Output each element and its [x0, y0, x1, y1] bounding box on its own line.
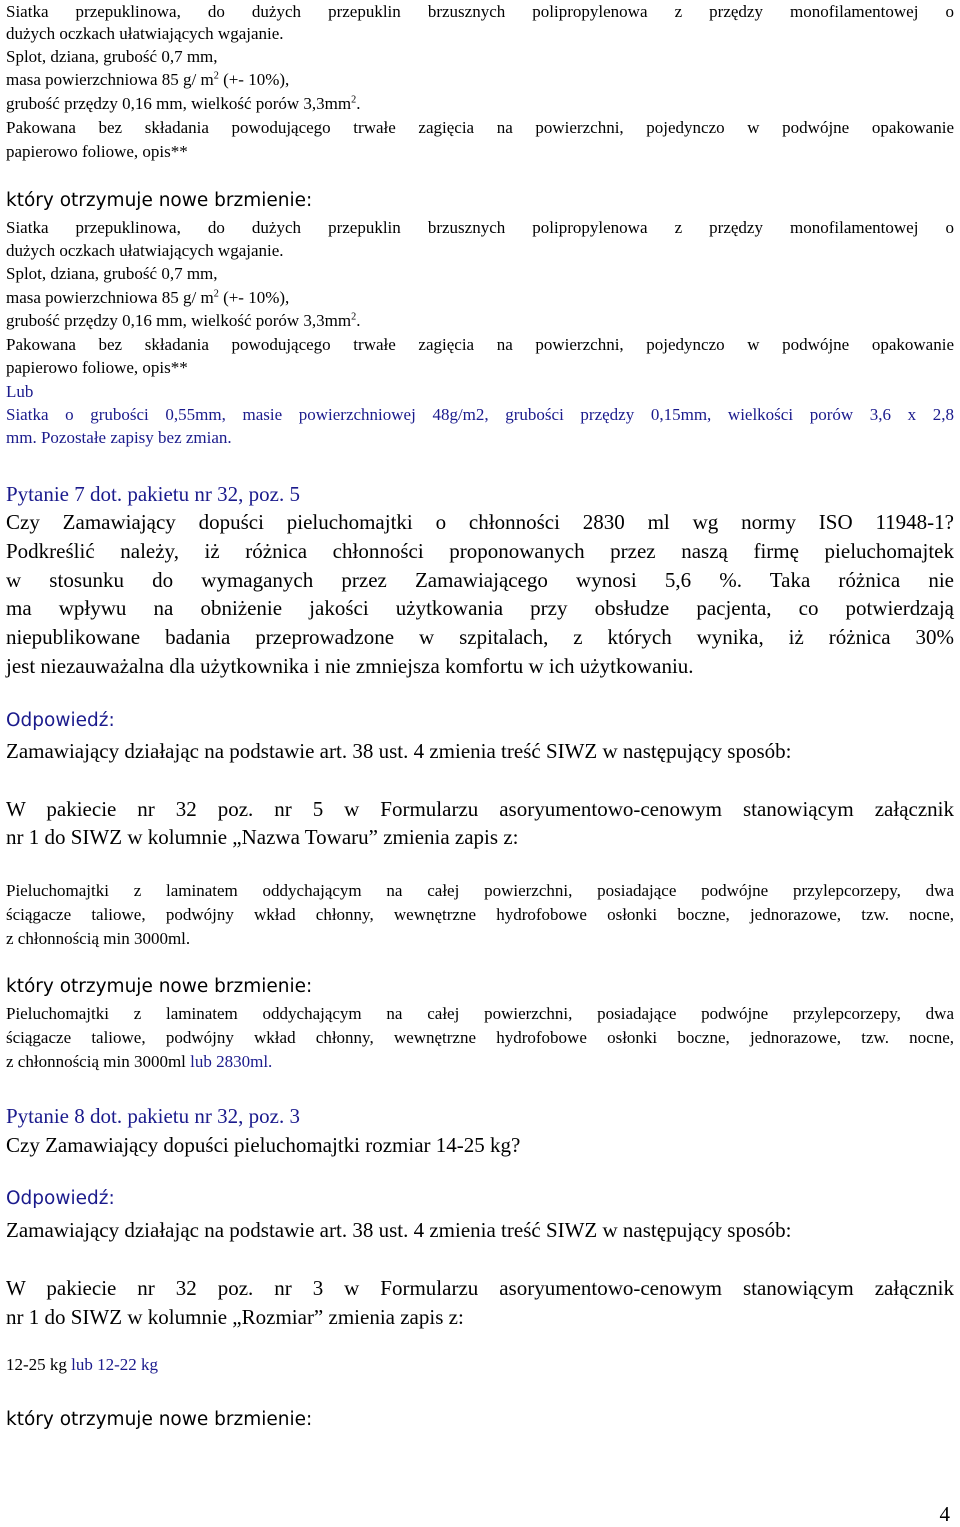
text-run: (+- 10%),: [218, 70, 290, 89]
text-run: grubość przędzy 0,16 mm, wielkość porów 3,3mm: [6, 311, 352, 330]
question-line: w stosunku do wymaganych przez Zamawiającego wynosi 5,6 %. Taka różnica nie: [6, 568, 954, 592]
spec-line: [6, 288, 289, 308]
alternative-label: Lub: [6, 382, 34, 401]
answer-intro: Zamawiający działając na podstawie art. 38 ust. 4 zmienia treść SIWZ w następujący sposób:: [6, 739, 792, 763]
change-line: nr 1 do SIWZ w kolumnie „Nazwa Towaru” zmienia zapis z:: [6, 825, 519, 849]
superscript: 2: [213, 288, 219, 300]
old-wording-line: ściągacze taliowe, podwójny wkład chłonny, wewnętrzne hydrofobowe osłonki boczne, jednorazowe, tzw. nocne,: [6, 905, 954, 924]
spec-line: Pakowana bez składania powodującego trwałe zagięcia na powierzchni, pojedynczo w podwójne opakowanie: [6, 118, 954, 137]
new-wording-line: Pieluchomajtki z laminatem oddychającym na całej powierzchni, posiadające podwójne przylepcorzepy, dwa: [6, 1004, 954, 1023]
question-line: Czy Zamawiający dopuści pieluchomajtki rozmiar 14-25 kg?: [6, 1133, 521, 1157]
new-wording-label: który otrzymuje nowe brzmienie:: [6, 190, 313, 211]
text-run-highlight: lub 12-22 kg: [71, 1355, 159, 1374]
old-wording-line: [6, 1355, 158, 1375]
question-heading: Pytanie 7 dot. pakietu nr 32, poz. 5: [6, 482, 300, 506]
text-run: z chłonnością min 3000ml: [6, 1052, 191, 1071]
spec-line: [6, 70, 289, 90]
superscript: 2: [213, 70, 219, 82]
alternative-line: Siatka o grubości 0,55mm, masie powierzchniowej 48g/m2, grubości przędzy 0,15mm, wielkości porów 3,6 x 2,8: [6, 405, 954, 424]
spec-line: Siatka przepuklinowa, do dużych przepuklin brzusznych polipropylenowa z przędzy monofilamentowej o: [6, 218, 954, 237]
text-run-highlight: lub 2830ml.: [190, 1052, 273, 1071]
new-wording-label: który otrzymuje nowe brzmienie:: [6, 976, 313, 997]
spec-line: Siatka przepuklinowa, do dużych przepuklin brzusznych polipropylenowa z przędzy monofilamentowej o: [6, 2, 954, 21]
text-run: masa powierzchniowa 85 g/ m: [6, 288, 214, 307]
new-wording-label: który otrzymuje nowe brzmienie:: [6, 1409, 313, 1430]
text-run: grubość przędzy 0,16 mm, wielkość porów 3,3mm: [6, 94, 352, 113]
spec-line: dużych oczkach ułatwiających wgajanie.: [6, 241, 284, 260]
old-wording-line: z chłonnością min 3000ml.: [6, 929, 191, 948]
text-run: .: [356, 94, 361, 113]
question-heading: Pytanie 8 dot. pakietu nr 32, poz. 3: [6, 1104, 300, 1128]
spec-line: Pakowana bez składania powodującego trwałe zagięcia na powierzchni, pojedynczo w podwójne opakowanie: [6, 335, 954, 354]
text-run: masa powierzchniowa 85 g/ m: [6, 70, 214, 89]
answer-intro: Zamawiający działając na podstawie art. 38 ust. 4 zmienia treść SIWZ w następujący sposób:: [6, 1218, 792, 1242]
superscript: 2: [351, 311, 357, 323]
new-wording-line: ściągacze taliowe, podwójny wkład chłonny, wewnętrzne hydrofobowe osłonki boczne, jednorazowe, tzw. nocne,: [6, 1028, 954, 1047]
spec-line: Splot, dziana, grubość 0,7 mm,: [6, 264, 218, 283]
spec-line: papierowo foliowe, opis**: [6, 142, 188, 161]
spec-line: dużych oczkach ułatwiających wgajanie.: [6, 24, 284, 43]
superscript: 2: [351, 94, 357, 106]
question-line: Czy Zamawiający dopuści pieluchomajtki o chłonności 2830 ml wg normy ISO 11948-1?: [6, 510, 954, 534]
answer-label: Odpowiedź:: [6, 1188, 115, 1209]
change-line: W pakiecie nr 32 poz. nr 3 w Formularzu asoryumentowo-cenowym stanowiącym załącznik: [6, 1276, 954, 1300]
spec-line: [6, 94, 360, 114]
question-line: niepublikowane badania przeprowadzone w szpitalach, z których wynika, iż różnica 30%: [6, 625, 954, 649]
alternative-line: mm. Pozostałe zapisy bez zmian.: [6, 428, 232, 447]
answer-label: Odpowiedź:: [6, 710, 115, 731]
spec-line: Splot, dziana, grubość 0,7 mm,: [6, 47, 218, 66]
question-line: Podkreślić należy, iż różnica chłonności proponowanych przez naszą firmę pieluchomajtek: [6, 539, 954, 563]
change-line: W pakiecie nr 32 poz. nr 5 w Formularzu asoryumentowo-cenowym stanowiącym załącznik: [6, 797, 954, 821]
page-number: 4: [939, 1502, 950, 1526]
old-wording-line: Pieluchomajtki z laminatem oddychającym na całej powierzchni, posiadające podwójne przylepcorzepy, dwa: [6, 881, 954, 900]
spec-line: papierowo foliowe, opis**: [6, 358, 188, 377]
spec-line: [6, 311, 360, 331]
question-line: jest niezauważalna dla użytkownika i nie zmniejsza komfortu w ich użytkowaniu.: [6, 654, 694, 678]
question-line: ma wpływu na obniżenie jakości użytkowania przy obsłudze pacjenta, co potwierdzają: [6, 596, 954, 620]
new-wording-line: [6, 1052, 272, 1072]
change-line: nr 1 do SIWZ w kolumnie „Rozmiar” zmienia zapis z:: [6, 1305, 464, 1329]
text-run: .: [356, 311, 361, 330]
text-run: (+- 10%),: [218, 288, 290, 307]
text-run: 12-25 kg: [6, 1355, 72, 1374]
